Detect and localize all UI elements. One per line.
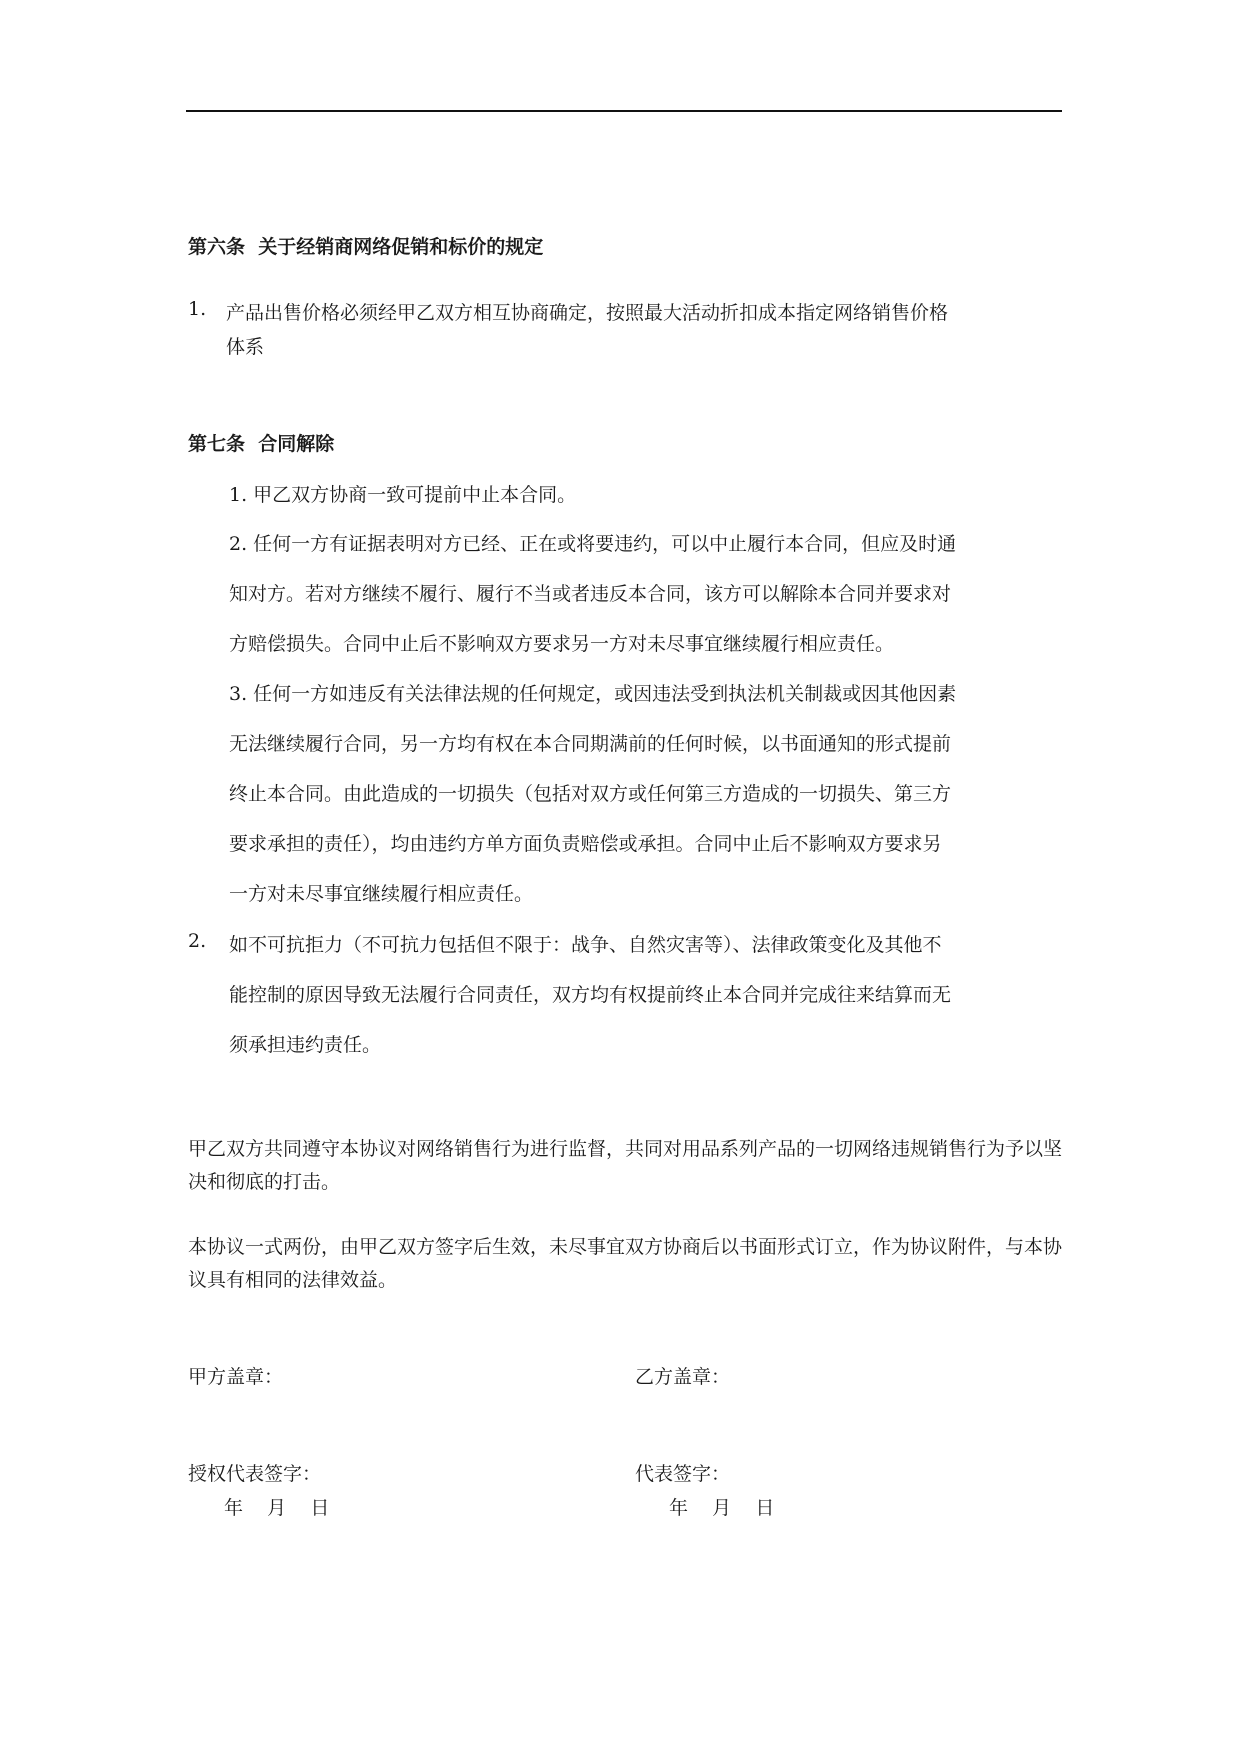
article7-sub-line: 一方对未尽事宜继续履行相应责任。 (229, 883, 534, 905)
article6-item1-line: 体系 (226, 336, 265, 358)
header-rule (186, 110, 1062, 112)
party-b-date: 年 月 日 (669, 1497, 775, 1519)
party-a-date: 年 月 日 (224, 1497, 330, 1519)
article7-heading: 第七条 合同解除 (188, 433, 335, 455)
article7-sub-line: 知对方。若对方继续不履行、履行不当或者违反本合同，该方可以解除本合同并要求对 (229, 583, 952, 605)
article7-item2-number: 2. (188, 930, 207, 952)
article6-item1-line: 产品出售价格必须经甲乙双方相互协商确定，按照最大活动折扣成本指定网络销售价格 (226, 302, 949, 324)
closing-paragraph-1: 甲乙双方共同遵守本协议对网络销售行为进行监督，共同对用品系列产品的一切网络违规销售行为予以坚决和彻底的打击。 (188, 1138, 1063, 1193)
party-b-rep-label: 代表签字： (635, 1463, 731, 1485)
article6-item1-number: 1. (188, 298, 207, 320)
article7-sub-line: 1. 甲乙双方协商一致可提前中止本合同。 (229, 484, 577, 506)
article7-sub-line: 终止本合同。由此造成的一切损失（包括对双方或任何第三方造成的一切损失、第三方 (229, 783, 952, 805)
article7-item2-line: 须承担违约责任。 (229, 1034, 382, 1056)
article6-heading: 第六条 关于经销商网络促销和标价的规定 (188, 236, 544, 258)
party-b-seal-label: 乙方盖章： (635, 1366, 731, 1388)
article7-item2-line: 能控制的原因导致无法履行合同责任，双方均有权提前终止本合同并完成往来结算而无 (229, 984, 952, 1006)
article7-item2-line: 如不可抗拒力（不可抗力包括但不限于：战争、自然灾害等）、法律政策变化及其他不 (229, 934, 942, 956)
article7-sub-line: 无法继续履行合同，另一方均有权在本合同期满前的任何时候，以书面通知的形式提前 (229, 733, 952, 755)
article7-sub-line: 3. 任何一方如违反有关法律法规的任何规定，或因违法受到执法机关制裁或因其他因素 (229, 683, 957, 705)
closing-paragraph-2: 本协议一式两份，由甲乙双方签字后生效，未尽事宜双方协商后以书面形式订立，作为协议附件，与本协议具有相同的法律效益。 (188, 1236, 1063, 1291)
article7-sub-line: 方赔偿损失。合同中止后不影响双方要求另一方对未尽事宜继续履行相应责任。 (229, 633, 895, 655)
party-a-seal-label: 甲方盖章： (188, 1366, 284, 1388)
article7-sub-line: 要求承担的责任），均由违约方单方面负责赔偿或承担。合同中止后不影响双方要求另 (229, 833, 942, 855)
article7-sub-line: 2. 任何一方有证据表明对方已经、正在或将要违约，可以中止履行本合同，但应及时通 (229, 533, 957, 555)
party-a-rep-label: 授权代表签字： (188, 1463, 322, 1485)
